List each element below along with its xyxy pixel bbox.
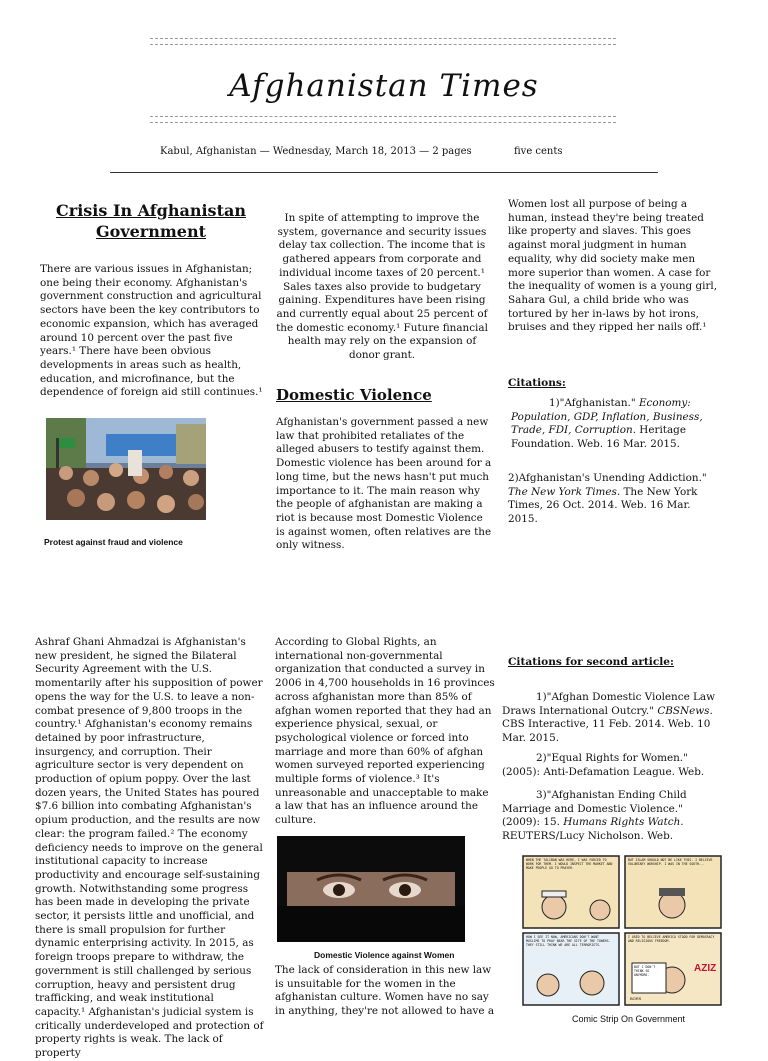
price: five cents <box>514 146 563 157</box>
top-rule-2 <box>150 44 616 45</box>
citation-2-lead: 2)Afghanistan's Unending Addiction." <box>508 472 707 484</box>
comic-bubble-4: I USED TO BELIEVE AMERICA STOOD FOR DEMOCRACY AND RELIGIOUS FREEDOM. <box>628 935 715 943</box>
citation-1-lead: 1)"Afghanistan." <box>549 397 639 409</box>
veiled-woman-illustration <box>277 836 465 942</box>
comic-strip <box>522 855 722 1009</box>
comic-bubble-1: WHEN THE TALIBAN WAS HERE, I WAS FORCED TO WORK FOR THEM. I WOULD INSPECT THE MARKET AND MAKE PEOPLE GO TO PRAYER. <box>526 858 613 870</box>
citation-2-3-title: Humans Rights Watch <box>563 816 681 829</box>
citation-2-2-text: 2)"Equal Rights for Women." (2005): Anti-Defamation League. Web. <box>502 752 705 778</box>
article2-paragraph-2: According to Global Rights, an international non-governmental organization that conducted a survey in 2006 in 4,700 households in 16 provinces across afghanistan more than 85% of afghan women reported that they had an experience physical, sexual, or psychological violence or forced into marriage and more than 60% of afghan women surveyed reported experiencing multiple forms of violence.³ It's unreasonable and unacceptable to make a law that has an influence around the culture. <box>275 636 495 827</box>
title-rule-2 <box>150 122 616 123</box>
comic-bubble-3: HOW I SEE IT NOW, AMERICANS DON'T WANT MUSLIMS TO PRAY NEAR THE SITE OF THE TOWERS. THEY STILL THINK WE ARE ALL TERRORISTS. <box>526 935 611 947</box>
citations-second-heading: Citations for second article: <box>508 656 674 668</box>
article1-paragraph-2: In spite of attempting to improve the system, governance and security issues delay tax collection. The income that is gathered appears from corporate and individual income taxes of 20 percent.¹ Sales taxes also provide to budgetary gaining. Expenditures have been rising and currently equal about 25 percent of the domestic economy.¹ Future financial health may rely on the expansion of donor grant. <box>276 212 488 362</box>
citation-2-1-title: CBSNews <box>657 704 710 717</box>
citation-2-3-rest: . REUTERS/Lucy Nicholson. Web. <box>502 816 684 843</box>
newspaper-title: Afghanistan Times <box>229 68 539 104</box>
citation-2-1-rest: . CBS Interactive, 11 Feb. 2014. Web. 10 Mar. 2015. <box>502 704 713 745</box>
comic-name-label: AZIZ <box>694 963 717 974</box>
veiled-woman-caption: Domestic Violence against Women <box>314 950 455 960</box>
dateline: Kabul, Afghanistan — Wednesday, March 18, 2013 — 2 pages <box>160 146 472 157</box>
comic-bubble-2: BUT ISLAM SHOULD NOT BE LIKE THIS. I BELIEVE VOLUNTARY WORSHIP. I WAS IN THE SOUTH... <box>628 858 713 866</box>
comic-bubble-5: BUT I DON'T THINK SO ANYMORE. <box>634 965 656 977</box>
citation-2-1-lead: 1)"Afghan Domestic Violence Law Draws International Outcry." <box>502 691 716 717</box>
top-rule-1 <box>150 38 616 39</box>
citation-2 <box>508 472 722 526</box>
article1-headline: Crisis In Afghanistan Government <box>56 201 246 241</box>
protest-photo <box>46 418 206 520</box>
citation-2-3-lead: 3)"Afghanistan Ending Child Marriage and Domestic Violence." (2009): 15. <box>502 789 687 829</box>
citation-1-rest: . Heritage Foundation. Web. 16 Mar. 2015. <box>511 424 686 451</box>
citation-1-title: Economy: Population, GDP, Inflation, Business, Trade, FDI, Corruption <box>511 397 703 437</box>
citation-2-rest: . The New York Times, 26 Oct. 2014. Web. 16 Mar. 2015. <box>508 485 698 526</box>
article2-headline: Domestic Violence <box>276 386 432 404</box>
article2-paragraph-3: The lack of consideration in this new law is unsuitable for the women in the afghanistan culture. Women have no say in anything, they're not allowed to have a <box>275 964 495 1018</box>
protest-illustration <box>46 418 206 520</box>
protest-photo-caption: Protest against fraud and violence <box>44 537 183 547</box>
citation-2-1 <box>502 691 724 747</box>
citation-1 <box>511 397 725 452</box>
comic-caption: Comic Strip On Government <box>572 1014 686 1024</box>
citation-2-3 <box>502 789 724 843</box>
masthead-divider <box>110 172 658 173</box>
comic-frame <box>522 855 722 1009</box>
article1-paragraph-3: Ashraf Ghani Ahmadzai is Afghanistan's new president, he signed the Bilateral Security Agreement with the U.S. momentarily after his supposition of power opens the way for the U.S. to leave a non-combat presence of 9,800 troops in the country.¹ Afghanistan's economy remains detained by poor infrastructure, insurgency, and corruption. Their agriculture sector is very dependent on production of opium poppy. Over the last dozen years, the United States has poured $7.6 billion into combating Afghanistan's opium production, and the results are now clear: the program failed.² The economy deficiency needs to improve on the general institutional capacity to increase productivity and encourage self-sustaining growth. Notwithstanding some progress has been made in developing the private sector, it persists little and unofficial, and there is small propulsion for further dynamic enterprising activity. In 2015, as foreign troops prepare to withdraw, the government is still challenged by serious corruption, heavy and persistent drug trafficking, and weak institutional capacity.¹ Afghanistan's judicial system is critically underdeveloped and protection of property rights is weak. The lack of property <box>35 636 264 1060</box>
article1-paragraph-1: There are various issues in Afghanistan; one being their economy. Afghanistan's government construction and agricultural sectors have been the key contributors to economic expansion, which has averaged around 10 percent over the past five years.¹ There have been obvious developments in areas such as health, education, and microfinance, but the dependence of foreign aid still continues.¹ <box>40 263 263 399</box>
title-rule-1 <box>150 116 616 117</box>
citation-2-2 <box>502 752 724 780</box>
article2-paragraph-1: Afghanistan's government passed a new law that prohibited retaliates of the alleged abusers to testify against them. Domestic violence has been around for a long time, but the news hasn't put much importance to it. The main reason why the people of afghanistan are making a riot is because most Domestic Violence is against women, often relatives are the only witness. <box>276 416 492 552</box>
citations-heading: Citations: <box>508 377 566 389</box>
article2-paragraph-right: Women lost all purpose of being a human, instead they're being treated like property and slaves. This goes against moral judgment in human equality, why did society make men more superior than women. A case for the inequality of women is a young girl, Sahara Gul, a child bride who was tortured by her in-laws by hot irons, bruises and they ripped her nails off.¹ <box>508 198 718 334</box>
citation-2-title: The New York Times <box>508 485 617 498</box>
veiled-woman-photo <box>277 836 465 942</box>
comic-signature: BORS <box>630 996 642 1001</box>
